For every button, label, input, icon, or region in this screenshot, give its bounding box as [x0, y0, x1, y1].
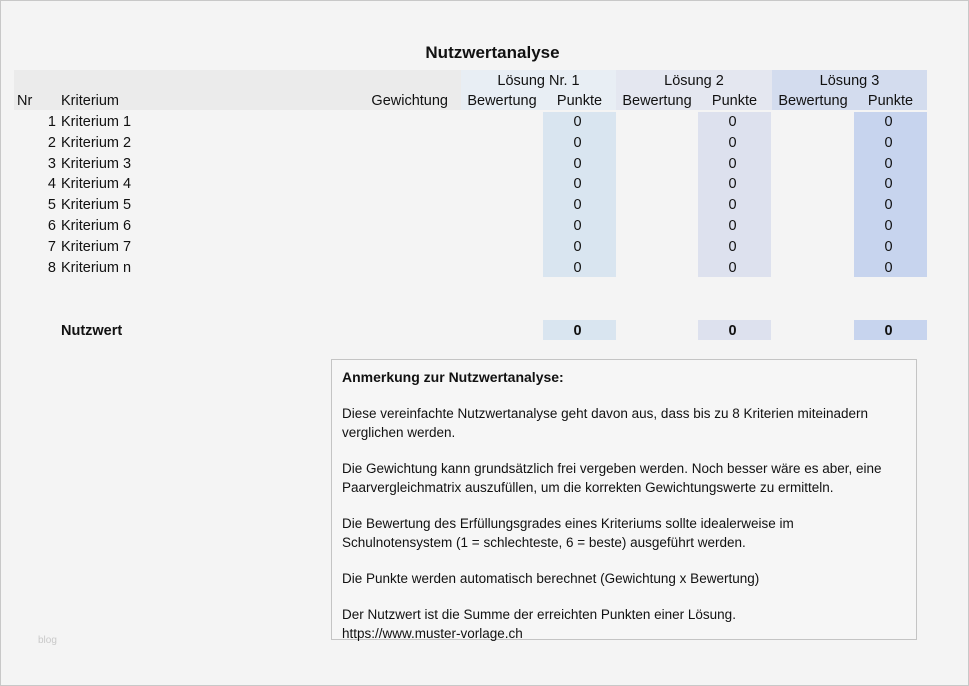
annotation-heading: Anmerkung zur Nutzwertanalyse: [342, 369, 564, 385]
annotation-paragraph-2: Die Gewichtung kann grundsätzlich frei vergeben werden. Noch besser wäre es aber, eine Paarvergleichmatrix auszufüllen, um die korrekten Gewichtungswerte zu ermitteln. [342, 461, 882, 495]
row-nr: 4 [47, 176, 56, 193]
row-kriterium[interactable]: Kriterium 1 [61, 114, 132, 130]
annotation-paragraph-4: Die Punkte werden automatisch berechnet (Gewichtung x Bewertung) [342, 571, 760, 586]
row-punkte-cell: 0 [573, 114, 582, 130]
watermark: blog [38, 635, 57, 646]
row-punkte-cell: 0 [884, 155, 893, 172]
column-header-punkte: Punkte [556, 93, 603, 109]
column-header-gewichtung: Gewichtung [371, 93, 448, 109]
row-kriterium[interactable]: Kriterium n [61, 259, 132, 276]
annotation-paragraph-5: Der Nutzwert ist die Summe der erreichten Punkten einer Lösung. [342, 607, 736, 622]
row-punkte-cell: 0 [884, 197, 893, 214]
row-punkte-cell: 0 [573, 134, 582, 151]
row-punkte-cell: 0 [573, 176, 582, 193]
solution-name: Lösung 3 [819, 73, 880, 89]
row-punkte-cell: 0 [884, 176, 893, 193]
page-title: Nutzwertanalyse [425, 43, 560, 62]
row-kriterium[interactable]: Kriterium 6 [61, 218, 132, 234]
solution-name: Lösung 2 [664, 73, 724, 89]
annotation-paragraph-3: Die Bewertung des Erfüllungsgrades eines Kriteriums sollte idealerweise im Schulnotensystem (1 = schlechteste, 6 = beste) ausgeführt werden. [342, 516, 794, 550]
nutzwert-label: Nutzwert [61, 323, 123, 339]
row-nr: 7 [47, 238, 56, 255]
annotation-box [331, 359, 917, 640]
row-nr: 6 [47, 218, 56, 234]
row-punkte-cell: 0 [573, 238, 582, 255]
annotation-paragraph-1: Diese vereinfachte Nutzwertanalyse geht davon aus, dass bis zu 8 Kriterien miteinadern verglichen werden. [342, 406, 869, 440]
row-punkte-cell: 0 [573, 197, 582, 214]
row-punkte-cell: 0 [884, 114, 893, 130]
nutzwert-value: 0 [573, 323, 582, 339]
row-punkte-cell: 0 [728, 259, 737, 276]
row-punkte-cell: 0 [573, 155, 582, 172]
row-nr: 5 [47, 197, 56, 214]
row-punkte-cell: 0 [884, 259, 893, 276]
column-header-bewertung: Bewertung [467, 93, 537, 109]
row-punkte-cell: 0 [728, 114, 737, 130]
nutzwert-value: 0 [884, 323, 893, 339]
row-punkte-cell: 0 [728, 176, 737, 193]
row-nr: 8 [47, 259, 56, 276]
row-kriterium[interactable]: Kriterium 2 [61, 134, 132, 151]
row-kriterium[interactable]: Kriterium 7 [61, 238, 132, 255]
row-kriterium[interactable]: Kriterium 4 [61, 176, 132, 193]
row-punkte-cell: 0 [728, 238, 737, 255]
column-header-bewertung: Bewertung [622, 93, 692, 109]
row-kriterium[interactable]: Kriterium 5 [61, 197, 132, 214]
column-header-punkte: Punkte [711, 93, 758, 109]
source-link[interactable]: https://www.muster-vorlage.ch [342, 626, 523, 641]
row-nr: 2 [47, 134, 56, 151]
row-punkte-cell: 0 [728, 197, 737, 214]
column-header-bewertung: Bewertung [778, 93, 848, 109]
row-punkte-cell: 0 [884, 238, 893, 255]
row-punkte-cell: 0 [884, 218, 893, 234]
column-header-kriterium: Kriterium [61, 93, 120, 109]
column-header-nr: Nr [17, 93, 33, 109]
column-header-punkte: Punkte [867, 93, 914, 109]
nutzwert-value: 0 [728, 323, 737, 339]
row-punkte-cell: 0 [728, 134, 737, 151]
row-nr: 3 [47, 155, 56, 172]
solution-name: Lösung Nr. 1 [497, 73, 580, 89]
row-nr: 1 [47, 114, 56, 130]
row-punkte-cell: 0 [728, 155, 737, 172]
row-punkte-cell: 0 [573, 259, 582, 276]
row-punkte-cell: 0 [728, 218, 737, 234]
row-punkte-cell: 0 [573, 218, 582, 234]
row-punkte-cell: 0 [884, 134, 893, 151]
row-kriterium[interactable]: Kriterium 3 [61, 155, 132, 172]
